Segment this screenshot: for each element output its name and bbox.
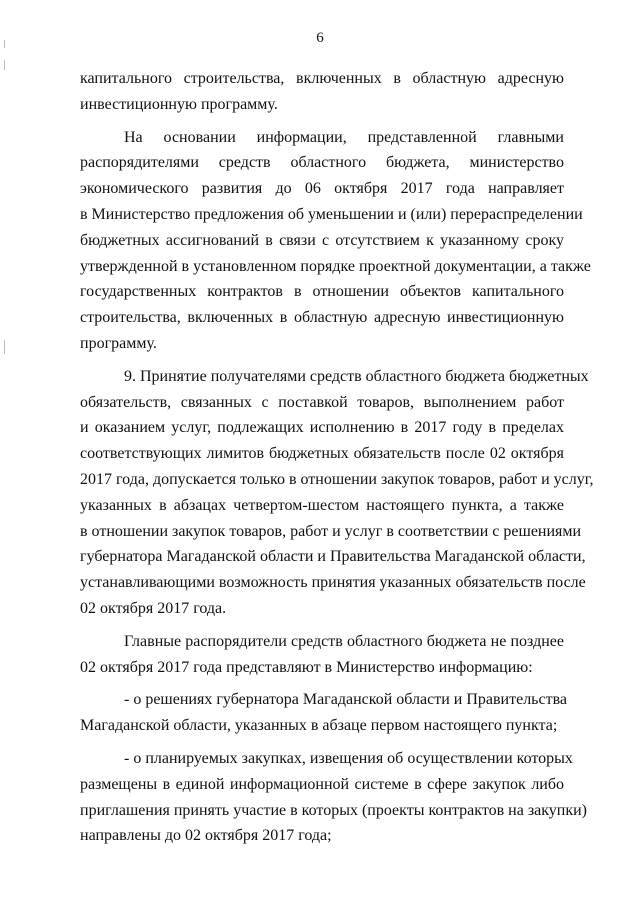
text-line: 9. Принятие получателями средств областного бюджета бюджетных	[124, 367, 589, 385]
text-line: - о решениях губернатора Магаданской области и Правительства	[124, 691, 568, 709]
text-line: экономического развития до 06 октября 2017 года направляет	[80, 180, 564, 198]
page-number: 6	[316, 30, 324, 46]
text-line: соответствующих лимитов бюджетных обязательств после 02 октября	[80, 445, 564, 463]
text-line: размещены в единой информационной системе в сфере закупок либо	[80, 775, 564, 793]
document-body	[80, 66, 594, 849]
text-line: - о планируемых закупках, извещения об осуществлении которых	[124, 749, 573, 767]
text-line: приглашения принять участие в которых (проекты контрактов на закупки)	[80, 801, 588, 819]
text-line: в отношении закупок товаров, работ и услуг в соответствии с решениями	[80, 522, 582, 540]
text-line: государственных контрактов в отношении объектов капитального	[80, 283, 564, 301]
paragraph-list-planned-purchases	[80, 746, 588, 849]
text-line: На основании информации, представленной главными	[124, 128, 564, 146]
text-line: 02 октября 2017 года.	[80, 599, 227, 617]
text-line: губернатора Магаданской области и Правительства Магаданской области,	[80, 548, 586, 566]
text-line: инвестиционную программу.	[80, 95, 278, 113]
paragraph-continuation	[80, 66, 564, 118]
text-line: утвержденной в установленном порядке проектной документации, а также	[80, 257, 591, 275]
text-line: бюджетных ассигнований в связи с отсутствием к указанному сроку	[80, 231, 564, 249]
text-line: 02 октября 2017 года представляют в Министерство информацию:	[80, 658, 533, 676]
text-line: 2017 года, допускается только в отношении закупок товаров, работ и услуг,	[80, 470, 594, 488]
text-line: Магаданской области, указанных в абзаце первом настоящего пункта;	[80, 717, 558, 735]
text-line: строительства, включенных в областную адресную инвестиционную	[80, 309, 564, 327]
paragraph-main-managers	[80, 629, 564, 681]
paragraph-spacer	[80, 739, 564, 746]
binding-edge-marks	[4, 0, 6, 905]
text-line: обязательств, связанных с поставкой товаров, выполнением работ	[80, 393, 564, 411]
paragraph-spacer	[80, 622, 564, 629]
text-line: Главные распорядители средств областного бюджета не позднее	[124, 632, 564, 650]
paragraph-item-9	[80, 364, 594, 622]
paragraph-ministry-proposals	[80, 125, 591, 357]
text-line: капитального строительства, включенных в областную адресную	[80, 70, 564, 87]
paragraph-list-decisions	[80, 687, 568, 739]
text-line: программу.	[80, 334, 157, 352]
paragraph-spacer	[80, 118, 564, 125]
text-line: устанавливающими возможность принятия указанных обязательств после	[80, 574, 586, 592]
text-line: и оказанием услуг, подлежащих исполнению в 2017 году в пределах	[80, 419, 564, 437]
text-line: в Министерство предложения об уменьшении и (или) перераспределении	[80, 205, 583, 223]
paragraph-spacer	[80, 357, 564, 364]
text-line: указанных в абзацах четвертом-шестом настоящего пункта, а также	[80, 496, 564, 514]
text-line: направлены до 02 октября 2017 года;	[80, 827, 332, 845]
text-line: распорядителями средств областного бюджета, министерство	[80, 154, 564, 172]
paragraph-spacer	[80, 680, 564, 687]
